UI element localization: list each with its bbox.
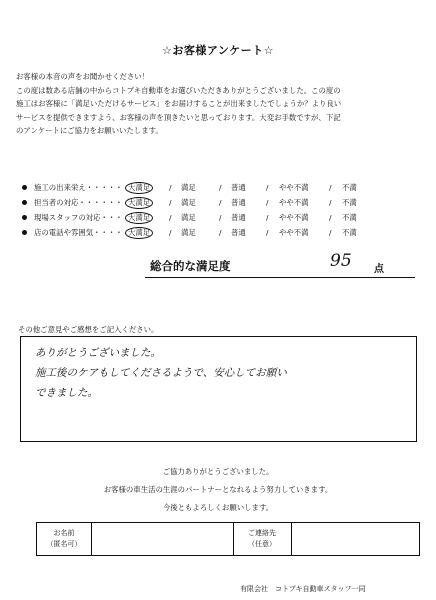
- rating-option[interactable]: 満足: [181, 198, 196, 207]
- bullet-icon: [22, 185, 27, 190]
- option-separator: /: [329, 198, 332, 207]
- rating-option[interactable]: やや不満: [279, 198, 309, 207]
- bullet-icon: [22, 200, 27, 205]
- contact-label: ご連絡先 （任意）: [248, 529, 276, 548]
- thanks-line: ご協力ありがとうございました。: [162, 467, 274, 476]
- rating-row: [22, 227, 422, 239]
- rating-option[interactable]: 大満足: [125, 212, 153, 224]
- footer-signature: 有限会社 コトブキ自動車スタッフ一同: [240, 585, 366, 593]
- thanks-line: お客様の車生活の生涯のパートナーとなれるよう努力していきます。: [103, 485, 333, 494]
- rating-option[interactable]: 普通: [231, 198, 246, 207]
- score-unit: 点: [374, 264, 384, 275]
- rating-option[interactable]: 普通: [231, 228, 246, 237]
- option-separator: /: [329, 228, 332, 237]
- rating-option[interactable]: やや不満: [279, 228, 309, 237]
- option-separator: /: [266, 183, 269, 192]
- rating-label: 施工の出来栄え・・・・・: [34, 183, 123, 192]
- option-separator: /: [169, 198, 172, 207]
- comments-label: その他ご意見やご感想をご記入ください。: [18, 325, 159, 334]
- rating-row: [22, 197, 422, 209]
- name-label: お名前 （匿名可）: [46, 529, 82, 548]
- rating-option[interactable]: 満足: [181, 228, 196, 237]
- option-separator: /: [169, 183, 172, 192]
- bullet-icon: [22, 215, 27, 220]
- rating-option[interactable]: やや不満: [279, 183, 309, 192]
- rating-option[interactable]: 大満足: [125, 197, 153, 209]
- rating-label: 担当者の対応・・・・・・: [34, 198, 123, 207]
- table-divider: [233, 523, 234, 555]
- comment-line: ありがとうございました。: [35, 347, 161, 359]
- intro-line: サービスを提供できますよう、お客様の声を頂きたいと思っております。大変お手数ですが、下記: [16, 112, 341, 122]
- intro-line: この度は数ある店舗の中からコトブキ自動車をお選びいただきありがとうございました。この度の: [16, 85, 341, 95]
- overall-satisfaction-label: 総合的な満足度: [150, 259, 231, 273]
- option-separator: /: [266, 213, 269, 222]
- option-separator: /: [169, 228, 172, 237]
- rating-option[interactable]: 普通: [231, 183, 246, 192]
- option-separator: /: [219, 183, 222, 192]
- contact-field[interactable]: [292, 523, 419, 555]
- comment-line: できました。: [35, 387, 98, 399]
- rating-option[interactable]: 普通: [231, 213, 246, 222]
- option-separator: /: [266, 198, 269, 207]
- option-separator: /: [169, 213, 172, 222]
- rating-label: 現場スタッフの対応・・・: [34, 213, 123, 222]
- comment-line: 施工後のケアもしてくださるようで、安心してお願い: [35, 367, 287, 379]
- option-separator: /: [329, 183, 332, 192]
- rating-option[interactable]: やや不満: [279, 213, 309, 222]
- rating-option[interactable]: 満足: [181, 213, 196, 222]
- comments-box[interactable]: [20, 336, 417, 442]
- intro-line: のアンケートにご協力をお願いいたします。: [16, 126, 163, 136]
- rating-row: [22, 182, 422, 194]
- rating-option[interactable]: 大満足: [125, 182, 153, 194]
- option-separator: /: [219, 228, 222, 237]
- survey-title: ☆お客様アンケート☆: [161, 44, 275, 57]
- rating-label: 店の電話や雰囲気・・・・: [34, 228, 123, 237]
- rating-option[interactable]: 大満足: [125, 227, 153, 239]
- name-field[interactable]: [92, 523, 232, 555]
- rating-row: [22, 212, 422, 224]
- rating-option[interactable]: 不満: [342, 228, 357, 237]
- option-separator: /: [219, 198, 222, 207]
- option-separator: /: [329, 213, 332, 222]
- thanks-line: 今後ともよろしくお願いします。: [162, 503, 274, 512]
- option-separator: /: [266, 228, 269, 237]
- overall-satisfaction-score[interactable]: 95: [330, 251, 352, 271]
- bullet-icon: [22, 230, 27, 235]
- rating-option[interactable]: 不満: [342, 183, 357, 192]
- intro-line: お客様の本音の声をお聞かせください！: [16, 72, 150, 81]
- score-underline: [145, 277, 415, 278]
- intro-line: 施工はお客様に「満足いただけるサービス」をお届けすることが出来ましたでしょうか？より良い: [16, 99, 342, 109]
- contact-form-table: [36, 522, 420, 556]
- rating-option[interactable]: 不満: [342, 213, 357, 222]
- rating-option[interactable]: 満足: [181, 183, 196, 192]
- rating-option[interactable]: 不満: [342, 198, 357, 207]
- option-separator: /: [219, 213, 222, 222]
- intro-text: [16, 70, 426, 138]
